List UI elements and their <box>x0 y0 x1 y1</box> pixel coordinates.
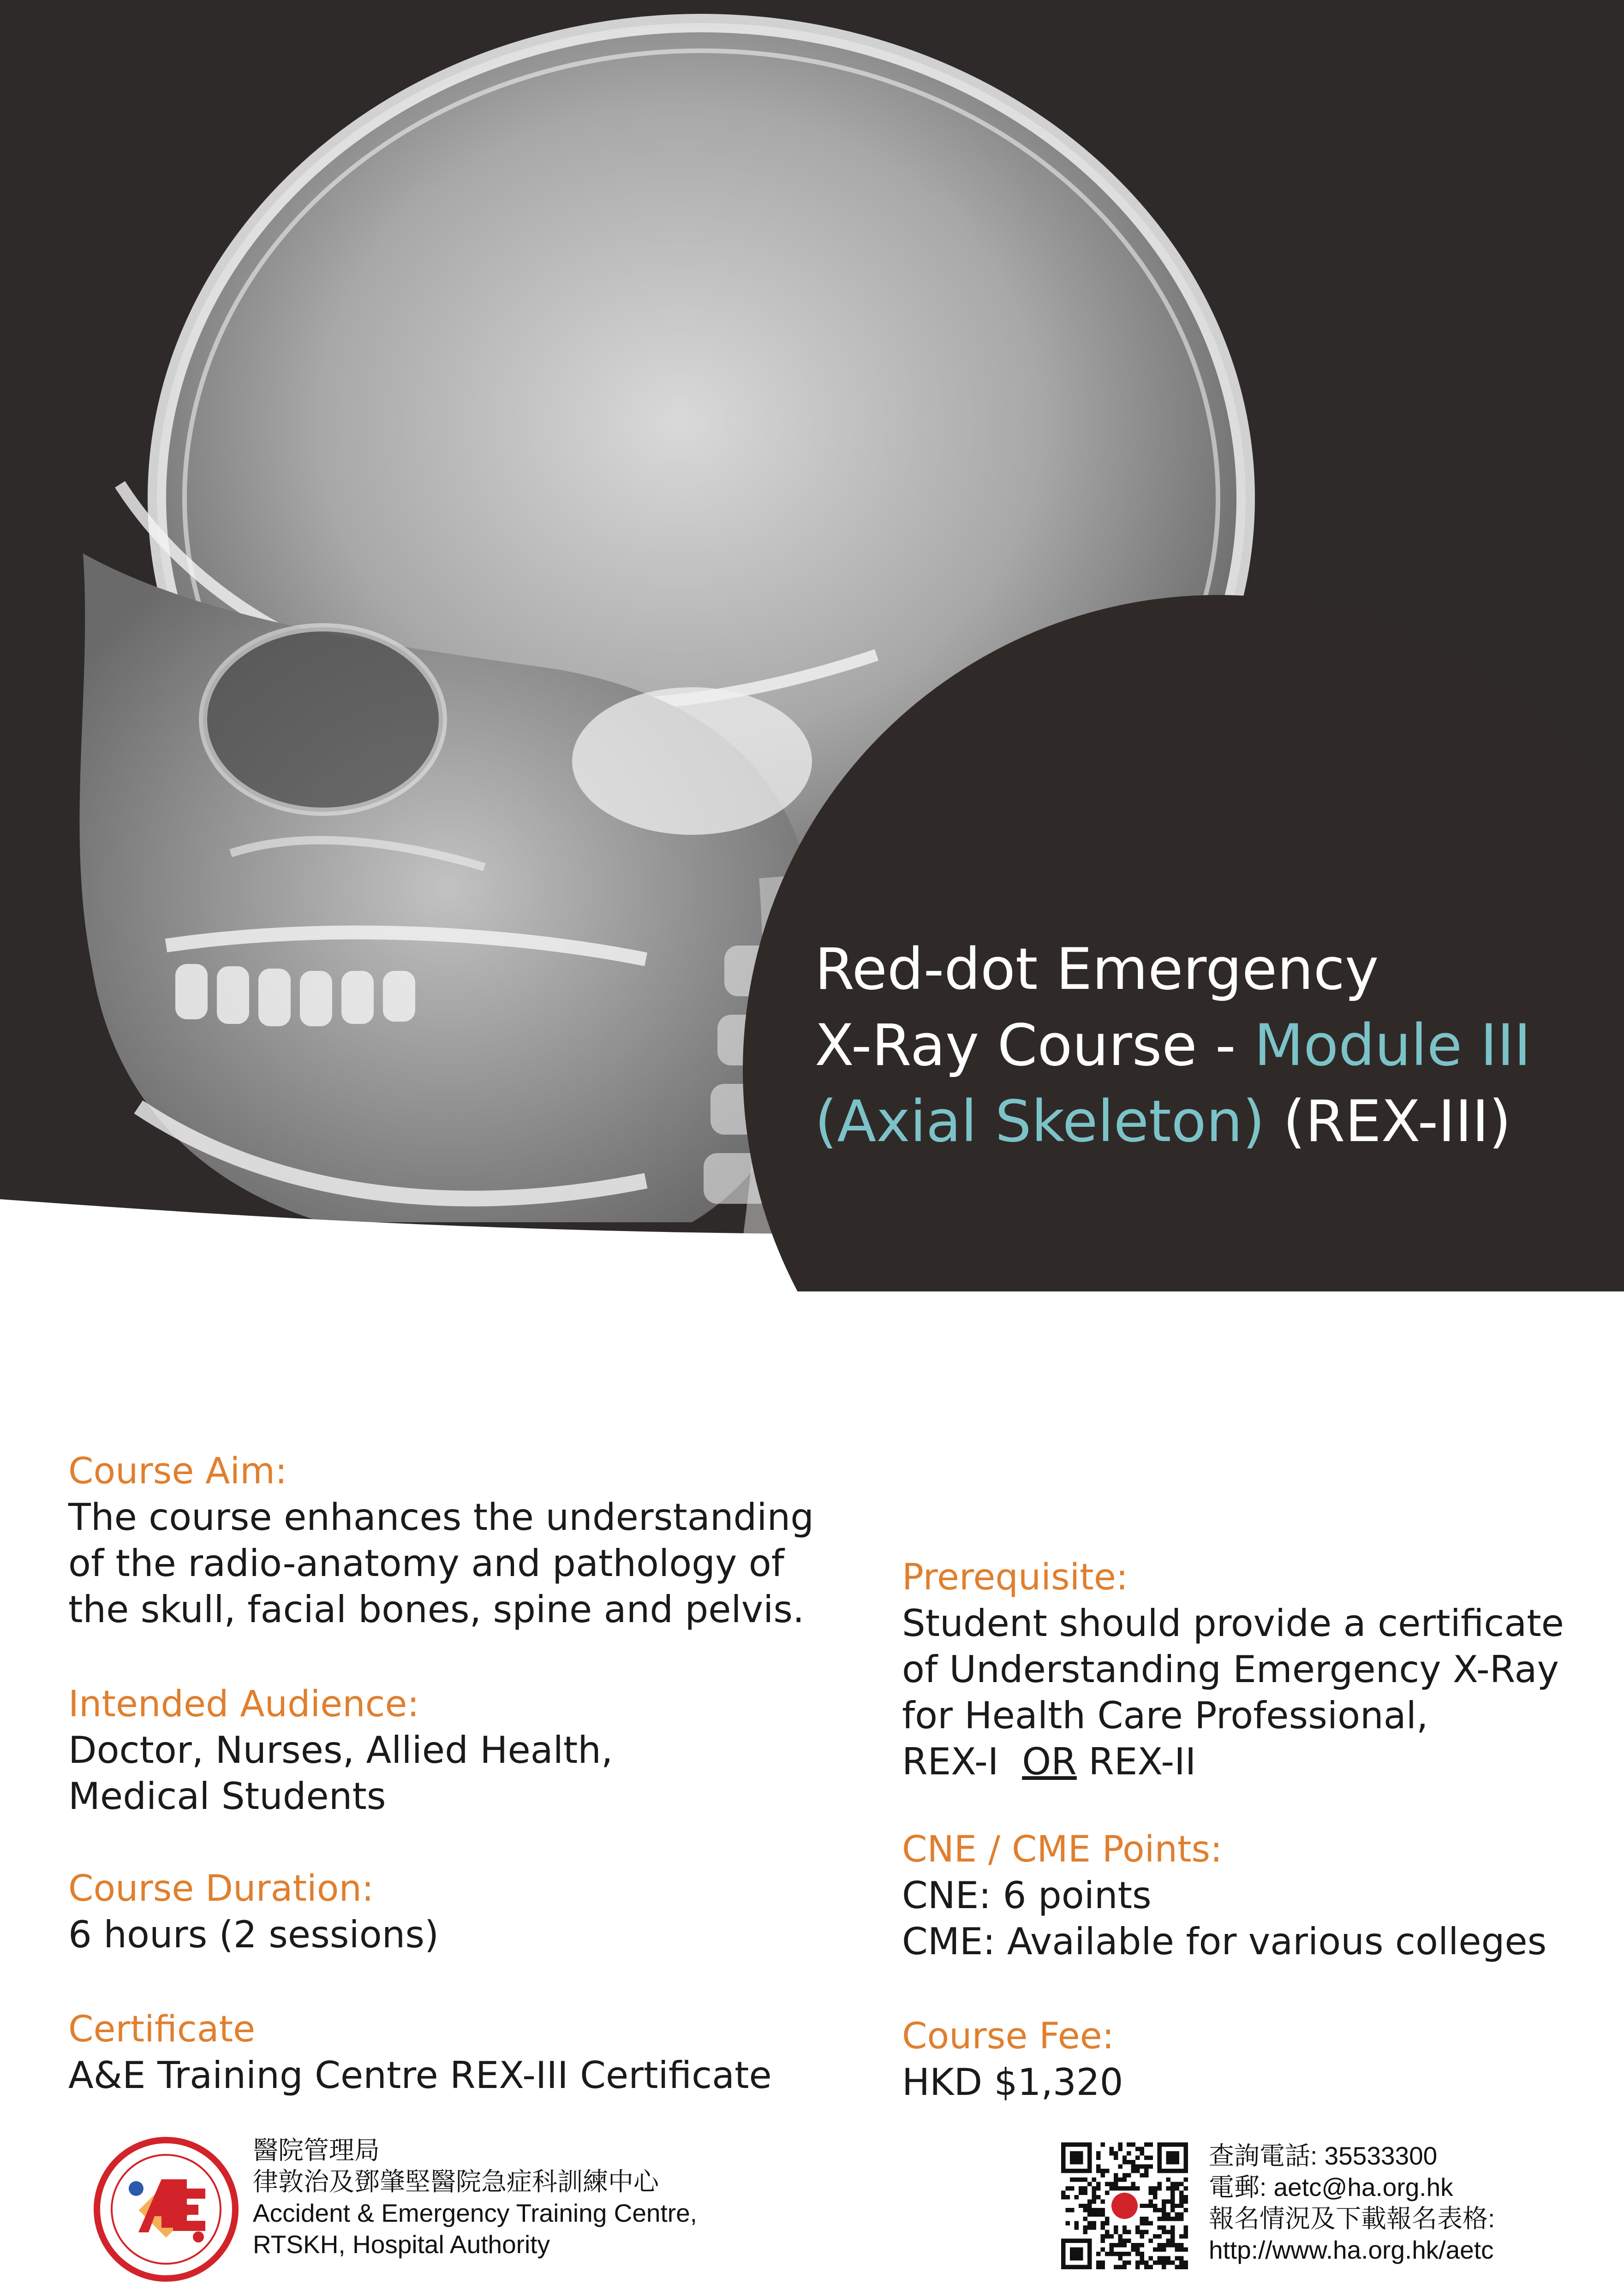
duration-section <box>68 1866 853 1958</box>
duration-line: 6 hours (2 sessions) <box>68 1913 439 1956</box>
cme-points-heading: CNE / CME Points: <box>902 1829 1223 1870</box>
prerequisite-line: of Understanding Emergency X-Ray <box>902 1648 1559 1691</box>
duration-heading: Course Duration: <box>68 1868 374 1909</box>
cme-points-line: CNE: 6 points <box>902 1874 1152 1917</box>
course-aim-line: The course enhances the understanding <box>68 1496 814 1539</box>
course-aim-section <box>68 1448 853 1633</box>
course-aim-line: the skull, facial bones, spine and pelvis. <box>68 1588 805 1631</box>
audience-line: Medical Students <box>68 1775 386 1818</box>
organization-info <box>253 2135 806 2260</box>
contact-email[interactable]: 電郵: aetc@ha.org.hk <box>1209 2173 1453 2201</box>
qr-code-icon[interactable] <box>1061 2142 1188 2269</box>
title-line-2: X-Ray Course - Module III <box>815 1012 1531 1079</box>
contact-phone: 查詢電話: 35533300 <box>1209 2141 1438 2170</box>
title-line-1: Red-dot Emergency <box>815 936 1379 1003</box>
org-line: 律敦治及鄧肇堅醫院急症科訓練中心 <box>253 2167 659 2196</box>
audience-line: Doctor, Nurses, Allied Health, <box>68 1729 613 1772</box>
aetc-logo-icon <box>92 2135 240 2283</box>
prerequisite-heading: Prerequisite: <box>902 1557 1128 1598</box>
contact-website-link[interactable]: http://www.ha.org.hk/aetc <box>1209 2236 1494 2264</box>
title-line-3: (Axial Skeleton) (REX-III) <box>815 1089 1511 1155</box>
cme-points-section <box>902 1826 1603 1965</box>
prerequisite-options: REX-I OR REX-II <box>902 1740 1196 1783</box>
certificate-heading: Certificate <box>68 2009 256 2050</box>
prerequisite-line: for Health Care Professional, <box>902 1694 1428 1737</box>
prerequisite-section <box>902 1554 1603 1785</box>
org-line: Accident & Emergency Training Centre, <box>253 2199 697 2227</box>
org-line: RTSKH, Hospital Authority <box>253 2230 550 2259</box>
course-aim-heading: Course Aim: <box>68 1451 287 1492</box>
course-fee-line: HKD $1,320 <box>902 2061 1123 2104</box>
contact-registration-label: 報名情況及下載報名表格: <box>1209 2204 1495 2233</box>
cme-points-line: CME: Available for various colleges <box>902 1920 1547 1963</box>
course-fee-section <box>902 2013 1603 2106</box>
contact-info <box>1209 2140 1615 2266</box>
org-line: 醫院管理局 <box>253 2136 380 2165</box>
course-title <box>815 932 1599 1160</box>
course-fee-heading: Course Fee: <box>902 2016 1114 2057</box>
prerequisite-line: Student should provide a certificate <box>902 1602 1564 1645</box>
certificate-section <box>68 2006 899 2099</box>
audience-heading: Intended Audience: <box>68 1683 419 1725</box>
certificate-line: A&E Training Centre REX-III Certificate <box>68 2054 772 2097</box>
audience-section <box>68 1681 853 1820</box>
course-aim-line: of the radio-anatomy and pathology of <box>68 1542 784 1585</box>
